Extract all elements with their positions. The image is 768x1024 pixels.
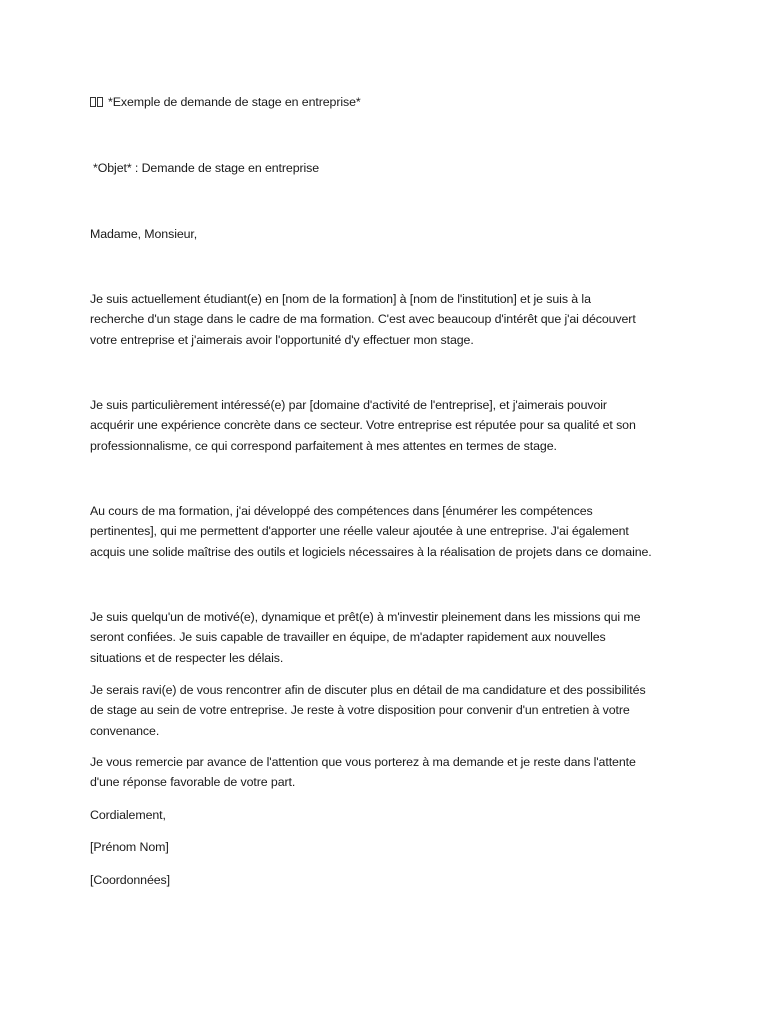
paragraph-line: seront confiées. Je suis capable de travailler en équipe, de m'adapter rapidement aux nouvelles <box>90 630 606 645</box>
paragraph-line: Je vous remercie par avance de l'attention que vous porterez à ma demande et je reste dans l'attente <box>90 755 636 769</box>
missing-glyph-icon <box>90 93 104 113</box>
paragraph-line: Je serais ravi(e) de vous rencontrer afin de discuter plus en détail de ma candidature et des possibilités <box>90 683 646 697</box>
paragraph-1 <box>90 289 680 350</box>
paragraph-line: pertinentes], qui me permettent d'apporter une réelle valeur ajoutée à une entreprise. J'ai également <box>90 524 629 539</box>
paragraph-6 <box>90 752 680 793</box>
closing: Cordialement, <box>90 808 166 822</box>
paragraph-line: votre entreprise et j'aimerais avoir l'opportunité d'y effectuer mon stage. <box>90 332 474 347</box>
paragraph-line: Je suis particulièrement intéressé(e) par [domaine d'activité de l'entreprise], et j'aimerais pouvoir <box>90 398 607 412</box>
salutation: Madame, Monsieur, <box>90 227 198 241</box>
paragraph-line: Au cours de ma formation, j'ai développé des compétences dans [énumérer les compétences <box>90 504 593 518</box>
document-title <box>90 92 680 113</box>
paragraph-3 <box>90 501 680 562</box>
paragraph-line: convenance. <box>90 723 160 738</box>
document-title-text: *Exemple de demande de stage en entreprise* <box>108 95 361 109</box>
contact-placeholder: [Coordonnées] <box>90 873 170 887</box>
subject-line: *Objet* : Demande de stage en entreprise <box>93 161 320 175</box>
paragraph-2 <box>90 395 680 456</box>
paragraph-line: situations et de respecter les délais. <box>90 650 284 665</box>
paragraph-line: recherche d'un stage dans le cadre de ma formation. C'est avec beaucoup d'intérêt que j'ai découvert <box>90 312 636 327</box>
paragraph-line: acquérir une expérience concrète dans ce secteur. Votre entreprise est réputée pour sa qualité et son <box>90 418 636 433</box>
paragraph-5 <box>90 680 680 741</box>
paragraph-line: Je suis quelqu'un de motivé(e), dynamique et prêt(e) à m'investir pleinement dans les missions qui me <box>90 610 641 624</box>
paragraph-line: de stage au sein de votre entreprise. Je reste à votre disposition pour convenir d'un entretien à votre <box>90 703 630 718</box>
paragraph-line: Je suis actuellement étudiant(e) en [nom de la formation] à [nom de l'institution] et je suis à la <box>90 292 591 306</box>
name-placeholder: [Prénom Nom] <box>90 840 169 854</box>
paragraph-line: acquis une solide maîtrise des outils et logiciels nécessaires à la réalisation de projets dans ce domaine. <box>90 544 652 559</box>
paragraph-line: d'une réponse favorable de votre part. <box>90 775 296 790</box>
paragraph-line: professionnalisme, ce qui correspond parfaitement à mes attentes en termes de stage. <box>90 438 557 453</box>
paragraph-4 <box>90 607 680 668</box>
